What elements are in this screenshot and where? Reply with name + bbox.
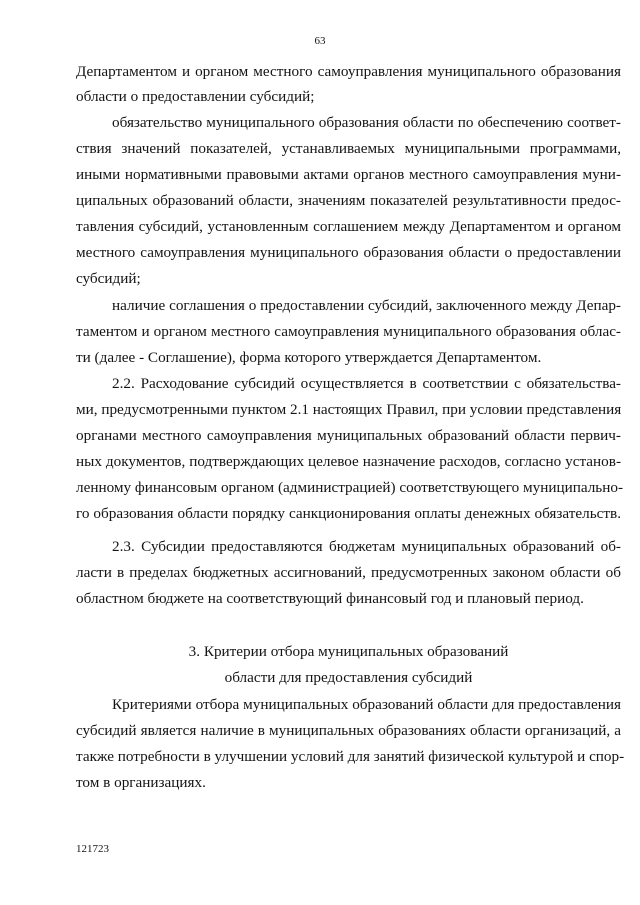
text-line: органами местного самоуправления муниципальных образований области первич- <box>76 427 621 444</box>
text-line: субсидий; <box>76 270 141 287</box>
text-line: обязательство муниципального образования области по обеспечению соответ- <box>112 114 621 131</box>
text-line: ти (далее - Соглашение), форма которого утверждается Департаментом. <box>76 349 542 366</box>
document-code: 121723 <box>76 843 109 855</box>
text-line: таментом и органом местного самоуправления муниципального образования облас- <box>76 323 621 340</box>
text-line: том в организациях. <box>76 774 206 791</box>
text-line: ленному финансовым органом (администрацией) соответствующего муниципально- <box>76 479 624 496</box>
text-line: 2.3. Субсидии предоставляются бюджетам муниципальных образований об- <box>112 538 621 555</box>
text-line: Департаментом и органом местного самоуправления муниципального образования <box>76 63 621 80</box>
page-number: 63 <box>314 35 326 47</box>
text-line: областном бюджете на соответствующий финансовый год и плановый период. <box>76 590 584 607</box>
text-line: го образования области порядку санкционирования оплаты денежных обязательств. <box>76 505 621 522</box>
section-heading: 3. Критерии отбора муниципальных образований <box>188 643 509 660</box>
text-line: иными нормативными правовыми актами органов местного самоуправления муни- <box>76 166 621 183</box>
text-line: области о предоставлении субсидий; <box>76 88 315 105</box>
text-line: местного самоуправления муниципального образования области о предоставлении <box>76 244 621 261</box>
text-line: ципальных образований области, значениям показателей результативности предос- <box>76 192 621 209</box>
text-line: ласти в пределах бюджетных ассигнований, предусмотренных законом области об <box>76 564 621 581</box>
text-line: ных документов, подтверждающих целевое назначение расходов, согласно установ- <box>76 453 621 470</box>
section-heading: области для предоставления субсидий <box>224 669 473 686</box>
text-line: ствия значений показателей, устанавливаемых муниципальными программами, <box>76 140 621 157</box>
text-line: ми, предусмотренными пунктом 2.1 настоящих Правил, при условии представления <box>76 401 622 418</box>
text-line: Критериями отбора муниципальных образований области для предоставления <box>112 696 621 713</box>
text-line: субсидий является наличие в муниципальных образованиях области организаций, а <box>76 722 621 739</box>
text-line: также потребности в улучшении условий для занятий физической культурой и спор- <box>76 748 625 765</box>
text-line: тавления субсидий, установленным соглашением между Департаментом и органом <box>76 218 621 235</box>
text-line: 2.2. Расходование субсидий осуществляется в соответствии с обязательства- <box>112 375 621 392</box>
text-line: наличие соглашения о предоставлении субсидий, заключенного между Депар- <box>112 297 621 314</box>
